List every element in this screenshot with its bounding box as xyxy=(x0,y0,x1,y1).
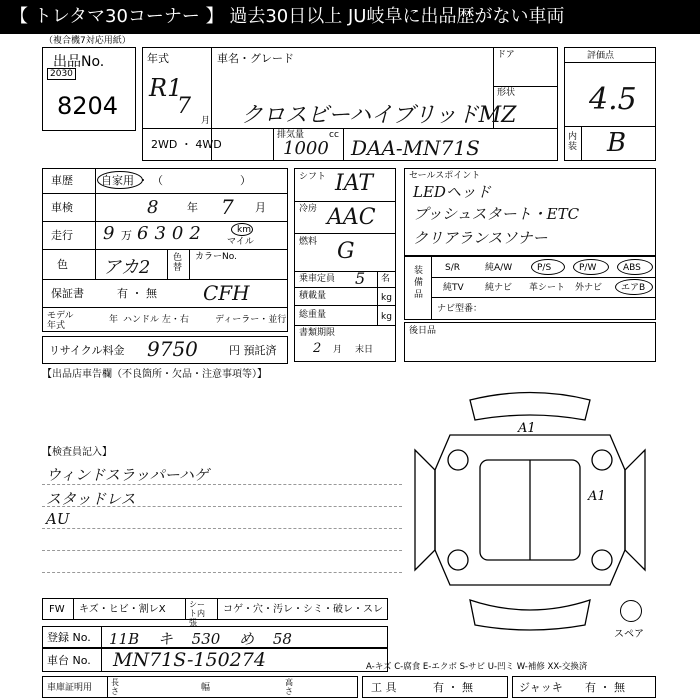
jack-value: 有 ・ 無 xyxy=(585,681,625,694)
load-unit: kg xyxy=(381,293,392,303)
equip-sr: S/R xyxy=(445,263,460,273)
tools-row xyxy=(362,676,508,698)
weight-unit: kg xyxy=(381,312,392,322)
equip-airbag: エアB xyxy=(621,283,646,293)
divider xyxy=(43,307,287,308)
equip-alloy: 純A/W xyxy=(485,263,513,273)
diagram-wheel xyxy=(448,550,468,570)
sales-point-3: クリアランスソナー xyxy=(413,229,548,247)
evaluation-score: 4.5 xyxy=(589,82,637,117)
divider xyxy=(101,649,102,671)
deadline-label: 書類期限 xyxy=(299,328,336,338)
car-damage-diagram xyxy=(410,380,650,640)
year-month-unit: 月 xyxy=(201,116,211,126)
deadline-suffix: 末日 xyxy=(355,345,374,355)
mileage-km: km xyxy=(237,225,251,235)
seat-label: シート内張 xyxy=(189,600,205,627)
details-table xyxy=(42,168,288,332)
seller-notes-label: 【出品店車告欄（不良箇所・欠品・注意事項等）】 xyxy=(42,369,267,380)
lot-box xyxy=(42,47,136,131)
equip-abs-circle xyxy=(617,259,653,275)
inspection-label: 車検 xyxy=(51,201,73,214)
shift-label: シフト xyxy=(299,172,327,182)
warranty-options: 有 ・ 無 xyxy=(117,287,157,300)
usage-label: 車庫証明用 xyxy=(47,683,93,693)
usage-length: 長さ xyxy=(111,678,119,696)
sales-point-2: プッシュスタート・ETC xyxy=(413,205,580,223)
sales-point-label: セールスポイント xyxy=(409,171,481,181)
shift-value: IAT xyxy=(335,171,374,196)
displacement-value: 1000 xyxy=(283,138,329,159)
displacement-unit: cc xyxy=(329,130,339,140)
aircon-value: AAC xyxy=(327,205,376,230)
damage-mark-front: A1 xyxy=(518,421,536,436)
diagram-wheel xyxy=(592,450,612,470)
color-code-label: カラーNo. xyxy=(195,252,237,262)
model-label: 車名・グレード xyxy=(217,52,294,65)
displacement-label: 排気量 xyxy=(277,130,305,140)
inspection-month-unit: 月 xyxy=(255,201,266,214)
divider xyxy=(431,257,432,319)
divider xyxy=(295,305,395,306)
warranty-label: 保証書 xyxy=(51,287,84,300)
diagram-wheel xyxy=(448,450,468,470)
color-change-label: 色替 xyxy=(173,253,183,273)
divider xyxy=(43,249,287,250)
chassis-value: MN71S-150274 xyxy=(113,649,266,671)
divider xyxy=(295,271,395,272)
tools-value: 有 ・ 無 xyxy=(433,681,473,694)
mileage-man-unit: 万 xyxy=(121,229,132,242)
divider xyxy=(43,193,287,194)
note-line xyxy=(42,550,402,551)
warranty-code: CFH xyxy=(203,281,250,305)
dealer-options: ディーラー・並行 xyxy=(215,315,287,325)
divider xyxy=(167,249,168,279)
equip-tv: 純TV xyxy=(443,283,464,293)
equip-ps: P/S xyxy=(537,263,552,273)
equip-navi: 純ナビ xyxy=(485,283,513,293)
divider xyxy=(107,677,108,697)
model-year-label: モデル年式 xyxy=(47,311,74,331)
divider xyxy=(295,287,395,288)
equipment-label: 装備品 xyxy=(414,266,424,300)
divider xyxy=(273,128,274,160)
interior-label: 内装 xyxy=(568,132,578,152)
history-label: 車歴 xyxy=(51,174,73,187)
mileage-label: 走行 xyxy=(51,229,73,242)
equip-leather: 革シート xyxy=(529,283,566,293)
plate-row xyxy=(42,626,388,648)
vehicle-info-block xyxy=(142,47,558,161)
jack-row xyxy=(512,676,656,698)
mileage-value: 6302 xyxy=(137,223,207,244)
equip-ext-navi: 外ナビ xyxy=(575,283,603,293)
navi-model-label: ナビ型番： xyxy=(437,304,483,314)
spare-label: スペア xyxy=(614,629,644,640)
history-options: 自家用 ・ （ ） xyxy=(101,174,251,187)
seat-text: コゲ・穴・汚レ・シミ・破レ・スレ xyxy=(223,604,383,615)
equipment-box xyxy=(404,256,656,320)
plate-label: 登録 No. xyxy=(47,631,91,644)
inspector-note-1: ウィンドスラッパーハゲ xyxy=(46,466,209,484)
equip-airbag-circle xyxy=(615,279,653,295)
damage-mark-side: A1 xyxy=(588,489,606,504)
divider xyxy=(493,86,557,87)
history-circle xyxy=(97,171,143,189)
mileage-mile: マイル xyxy=(227,237,254,247)
divider xyxy=(185,599,186,619)
year-value: R1 xyxy=(149,74,183,102)
diagram-front xyxy=(470,393,590,421)
note-line xyxy=(42,572,402,573)
fuel-value: G xyxy=(337,239,355,264)
model-value: クロスビーハイブリッドMZ xyxy=(241,103,517,128)
usage-row xyxy=(42,676,358,698)
inspection-year-unit: 年 xyxy=(187,201,198,214)
fw-label: FW xyxy=(49,604,65,615)
aftermarket-label: 後日品 xyxy=(409,326,437,336)
year-month-value: 7 xyxy=(177,94,191,119)
divider xyxy=(217,599,218,619)
inspector-note-3: AU xyxy=(46,510,70,528)
recycle-unit: 円 預託済 xyxy=(229,344,277,357)
inspection-year: 8 xyxy=(147,197,159,218)
mileage-km-circle xyxy=(231,223,253,236)
interior-grade: B xyxy=(607,128,627,158)
diagram-rear xyxy=(470,600,590,630)
divider xyxy=(565,62,655,63)
page-header: 【 トレタマ30コーナー 】 過去30日以上 JU岐阜に出品歴がない車両 xyxy=(0,0,700,34)
fw-row xyxy=(42,598,388,627)
diagram-wheel xyxy=(592,550,612,570)
recycle-box xyxy=(42,336,288,364)
fuel-label: 燃料 xyxy=(299,237,318,247)
sales-point-box xyxy=(404,168,656,256)
lot-label: 出品No. xyxy=(53,54,105,70)
damage-legend: A-キズ C-腐食 E-エクボ S-サビ U-凹ミ W-補修 XX-交換済 xyxy=(366,662,588,672)
load-label: 積載量 xyxy=(299,291,327,301)
divider xyxy=(581,126,582,160)
model-code-value: DAA-MN71S xyxy=(351,136,480,160)
divider xyxy=(377,271,378,325)
usage-height: 高さ xyxy=(285,678,293,696)
evaluation-label: 評価点 xyxy=(587,51,615,61)
equip-pw-circle xyxy=(573,259,609,275)
fw-text: キズ・ヒビ・割レX xyxy=(79,604,166,615)
usage-width: 幅 xyxy=(201,683,211,693)
divider xyxy=(43,279,287,280)
divider xyxy=(189,249,190,279)
sales-point-1: LEDヘッド xyxy=(413,183,491,201)
tools-label: 工 具 xyxy=(371,681,397,694)
weight-label: 総重量 xyxy=(299,310,327,320)
inspector-notes-label: 【検査員記入】 xyxy=(42,447,112,458)
equip-pw: P/W xyxy=(579,263,597,273)
note-line xyxy=(42,528,402,529)
divider xyxy=(295,325,395,326)
equip-abs: ABS xyxy=(623,263,641,273)
divider xyxy=(95,169,96,279)
divider xyxy=(343,128,344,160)
capacity-label: 乗車定員 xyxy=(299,274,336,284)
divider xyxy=(295,201,395,202)
divider xyxy=(431,277,655,278)
divider xyxy=(43,221,287,222)
drive-label: 2WD ・ 4WD xyxy=(151,138,222,151)
diagram-left-side xyxy=(415,450,435,570)
divider xyxy=(73,599,74,619)
divider xyxy=(101,627,102,647)
aircon-label: 冷房 xyxy=(299,204,318,214)
mileage-man: 9 xyxy=(103,223,115,244)
color-label: 色 xyxy=(57,258,68,271)
model-year-unit: 年 xyxy=(109,315,119,325)
shape-label: 形状 xyxy=(497,88,516,98)
equip-ps-circle xyxy=(531,259,565,275)
recycle-label: リサイクル料金 xyxy=(49,344,125,357)
deadline-month-unit: 月 xyxy=(333,345,343,355)
top-note: （複合機7対応用紙） xyxy=(44,36,131,46)
aftermarket-box xyxy=(404,322,656,362)
diagram-right-side xyxy=(625,450,645,570)
lot-stamp: 2030 xyxy=(47,68,76,80)
divider xyxy=(295,233,395,234)
handle-options: ハンドル 左・右 xyxy=(123,315,189,325)
capacity-unit: 名 xyxy=(381,274,391,284)
recycle-value: 9750 xyxy=(147,337,198,361)
capacity-value: 5 xyxy=(355,269,366,288)
jack-label: ジャッキ xyxy=(519,681,563,694)
lot-number: 8204 xyxy=(57,92,119,120)
inspector-note-2: スタッドレス xyxy=(46,490,136,508)
inspection-month: 7 xyxy=(221,195,234,219)
year-label: 年式 xyxy=(147,52,169,65)
color-value: アカ2 xyxy=(103,257,151,278)
spare-tire-icon xyxy=(620,600,642,622)
evaluation-box xyxy=(564,47,656,161)
divider xyxy=(431,297,655,298)
chassis-label: 車台 No. xyxy=(47,654,91,667)
divider xyxy=(565,126,655,127)
door-label: ドア xyxy=(497,50,515,60)
plate-value: 11B キ 530 め 58 xyxy=(109,630,292,648)
spec-box xyxy=(294,168,396,362)
deadline-value: 2 xyxy=(313,341,322,356)
chassis-row xyxy=(42,648,388,672)
